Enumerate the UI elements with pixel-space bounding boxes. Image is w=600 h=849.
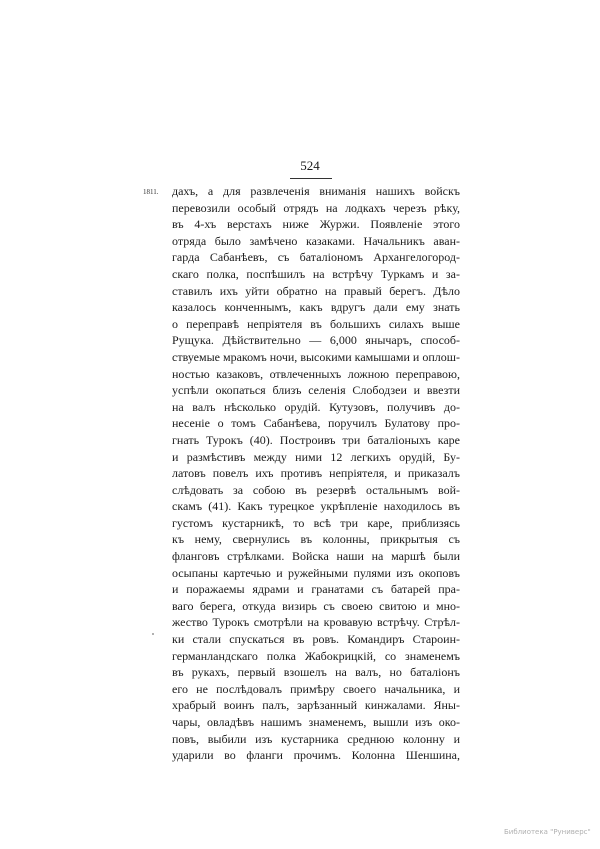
text-line-content: скаго полка, поспѣшилъ на встрѣчу Туркамъ и за- [172, 266, 460, 281]
text-line-content: и поражаемы ядрами и гранатами съ батарей пра- [172, 582, 460, 597]
text-line-content: жество Турокъ смотрѣли на кровавую встрѣчу. Стрѣл- [172, 615, 460, 630]
text-line-content: густомъ кустарникѣ, то всѣ три каре, приблизясь [172, 515, 460, 530]
body-text [172, 183, 460, 764]
text-line-content: дахъ, а для развлеченія вниманія нашихъ войскъ [172, 184, 460, 198]
text-line-content: храбрый воинъ палъ, зарѣзанный кинжалами. Яны- [172, 698, 460, 713]
text-line [172, 200, 460, 217]
text-line-content: отряда было замѣчено казаками. Начальникъ аван- [172, 233, 460, 248]
text-line [172, 515, 460, 532]
text-line-content: Рущука. Дѣйствительно — 6,000 янычаръ, способ- [172, 333, 460, 348]
text-line-content: ваго берега, откуда визирь съ своею свитою и мно- [172, 598, 460, 613]
text-line-content: на валъ нѣсколько орудій. Кутузовъ, получивъ до- [172, 399, 460, 414]
text-line [172, 283, 460, 300]
text-line [172, 565, 460, 582]
text-line [172, 299, 460, 316]
text-line-content: ностью казаковъ, отвлеченныхъ ложною переправою, [172, 366, 460, 381]
text-line-content: ударили во фланги прочимъ. Колонна Шеншина, [172, 748, 460, 763]
text-line [172, 648, 460, 665]
text-line [172, 266, 460, 283]
scan-speck [152, 633, 154, 635]
text-line [172, 614, 460, 631]
text-line-content: фланговъ стрѣлками. Войска наши на маршѣ были [172, 549, 460, 564]
text-line-content: ствуемые мракомъ ночи, высокими камышами и оплош- [172, 349, 460, 364]
text-line [172, 548, 460, 565]
text-line-content: несеніе о томъ Сабанѣева, поручилъ Булатову про- [172, 416, 460, 431]
text-line-content: повъ, выбили изъ кустарника среднюю колонну и [172, 731, 460, 746]
text-line-content: латовъ повелъ ихъ противъ непріятеля, и приказалъ [172, 466, 460, 481]
text-line [172, 432, 460, 449]
text-line [172, 233, 460, 250]
text-line [172, 332, 460, 349]
text-line [172, 631, 460, 648]
text-line [172, 183, 460, 200]
text-line [172, 482, 460, 499]
text-line [172, 382, 460, 399]
text-line [172, 664, 460, 681]
text-line [172, 681, 460, 698]
text-line [172, 714, 460, 731]
text-line-content: о переправѣ непріятеля въ большихъ силахъ выше [172, 316, 460, 331]
text-line [172, 465, 460, 482]
text-line [172, 498, 460, 515]
margin-year-note: 1811. [143, 188, 159, 196]
text-line [172, 349, 460, 366]
text-line [172, 366, 460, 383]
text-line-content: казалось конченнымъ, какъ вдругъ дали ему знать [172, 300, 460, 315]
text-line-content: къ нему, свернулись въ колонны, прикрытыя съ [172, 532, 460, 547]
text-line-content: и размѣстивъ между ними 12 легкихъ орудій, Бу- [172, 449, 460, 464]
text-line [172, 747, 460, 764]
text-line-content: слѣдовать за собою въ резервѣ остальнымъ вой- [172, 482, 460, 497]
text-line [172, 531, 460, 548]
text-line-content: ставилъ ихъ уйти обратно на правый берегъ. Дѣло [172, 283, 460, 298]
text-line [172, 216, 460, 233]
text-line [172, 249, 460, 266]
text-line [172, 731, 460, 748]
library-watermark: Библиотека "Руниверс" [504, 828, 591, 836]
page-number: 524 [300, 158, 320, 173]
text-line-content: чары, овладѣвъ нашимъ знаменемъ, вышли изъ око- [172, 715, 460, 729]
text-line-content: ки стали спускаться въ ровъ. Командиръ Староин- [172, 632, 460, 647]
text-line [172, 415, 460, 432]
text-line [172, 316, 460, 333]
text-line-content: гарда Сабанѣевъ, съ баталіономъ Архангелогород- [172, 250, 460, 265]
text-line [172, 697, 460, 714]
page-number-rule [290, 178, 332, 179]
text-line-content: перевозили особый отрядъ на лодкахъ черезъ рѣку, [172, 200, 460, 215]
text-line-content: его не послѣдовалъ примѣру своего начальника, и [172, 681, 460, 696]
text-line [172, 449, 460, 466]
text-line-content: германландскаго полка Жабокрицкій, со знаменемъ [172, 648, 460, 663]
text-line-content: осыпаны картечью и ружейными пулями изъ окоповъ [172, 565, 460, 580]
text-line-content: скамъ (41). Какъ турецкое укрѣпленіе находилось въ [172, 499, 460, 514]
text-line [172, 598, 460, 615]
text-line-content: успѣли окопаться близъ селенія Слободзеи и ввезти [172, 383, 460, 398]
text-line-content: въ рукахъ, первый взошелъ на валъ, но баталіонъ [172, 665, 460, 680]
text-line-content: гнать Турокъ (40). Построивъ три баталіоныхъ каре [172, 432, 460, 447]
text-line [172, 581, 460, 598]
text-line [172, 399, 460, 416]
text-line-content: въ 4-хъ верстахъ ниже Журжи. Появленіе этого [172, 217, 460, 232]
